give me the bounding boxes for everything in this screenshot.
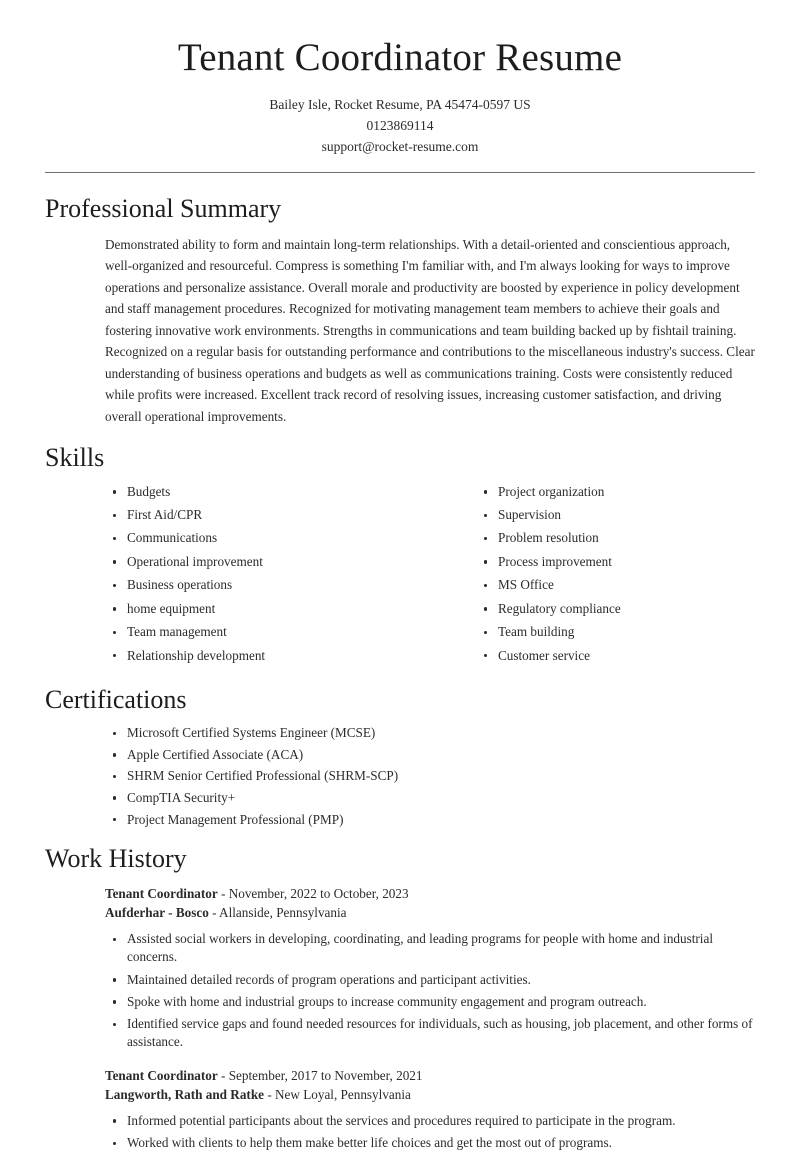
contact-phone: 0123869114 [366,118,434,133]
header-divider [45,172,755,173]
skill-item: Budgets [105,483,430,501]
skill-item: Operational improvement [105,553,430,571]
skill-item: First Aid/CPR [105,506,430,524]
contact-address: Bailey Isle, Rocket Resume, PA 45474-0597 US [269,96,531,112]
job-bullet-item: Identified service gaps and found needed resources for individuals, such as housing, job placement, and other forms of assistance. [105,1015,755,1051]
skill-item: Communications [105,529,430,547]
skill-item: Problem resolution [476,529,755,547]
skill-item: Supervision [476,506,755,524]
job-bullet-item: Spoke with home and industrial groups to increase community engagement and program outreach. [105,993,755,1011]
section-heading-certifications: Certifications [45,684,187,714]
certification-item: Microsoft Certified Systems Engineer (MCSE) [105,724,755,742]
skills-column-right [430,483,755,670]
job-company: Aufderhar - Bosco [105,905,209,921]
job-bullets [105,930,755,1051]
job-title-line [105,1066,755,1085]
section-heading-skills: Skills [45,443,105,473]
job-title-line [105,884,755,903]
skills-list-left [105,483,430,665]
certification-item: Apple Certified Associate (ACA) [105,746,755,764]
job-location: - Allanside, Pennsylvania [208,905,347,921]
job-location: - New Loyal, Pennsylvania [264,1086,411,1102]
skill-item: Process improvement [476,553,755,571]
section-professional-summary [0,193,800,428]
skill-item: Customer service [476,647,755,665]
certifications-body [45,724,755,829]
certification-item: Project Management Professional (PMP) [105,811,755,829]
skill-item: Business operations [105,576,430,594]
skill-item: Regulatory compliance [476,600,755,618]
job-company-line [105,903,755,922]
job-dates: - September, 2017 to November, 2021 [217,1067,423,1083]
section-work-history [0,843,800,1152]
skill-item: Team building [476,623,755,641]
section-heading-summary: Professional Summary [45,193,282,223]
job-bullet-item: Worked with clients to help them make better life choices and get the most out of programs. [105,1134,755,1152]
certification-item: SHRM Senior Certified Professional (SHRM-SCP) [105,767,755,785]
job-role: Tenant Coordinator [105,1067,218,1083]
skill-item: MS Office [476,576,755,594]
resume-header [0,0,800,158]
summary-paragraph: Demonstrated ability to form and maintain long-term relationships. With a detail-oriented and conscientious approach, well-organized and resourceful. Compress is something I'm familiar with, and I'm always looking for ways to improve operations and personalize assistance. Overall morale and productivity are boosted by experience in policy development and staff management procedures. Recognized for motivating management team members to achieve their goals and fostering innovative work environments. Strengths in communications and team building backed up by fishtail training. Recognized on a regular basis for outstanding performance and contributions to the miscellaneous industry's success. Clear understanding of business operations and budgets as well as communications training. Costs were consistently reduced while profits were increased. Excellent track record of resolving issues, increasing customer satisfaction, and driving overall operational improvements. [105,236,755,424]
contact-email: support@rocket-resume.com [321,139,479,155]
job-dates: - November, 2022 to October, 2023 [217,885,409,901]
work-history-body [45,884,755,1152]
section-certifications [0,684,800,829]
section-heading-work-history: Work History [45,843,187,873]
skill-item: Team management [105,623,430,641]
job-company-line [105,1085,755,1104]
job-company: Langworth, Rath and Ratke [105,1086,265,1102]
job-entry [105,884,755,1052]
skills-list-right [476,483,755,665]
skill-item: Relationship development [105,647,430,665]
summary-body [45,234,755,428]
skills-column-left [105,483,430,670]
skills-columns [45,483,755,670]
section-skills [0,442,800,669]
job-entry [105,1066,755,1152]
skill-item: Project organization [476,483,755,501]
job-bullet-item: Informed potential participants about the services and procedures required to participate in the program. [105,1112,755,1130]
job-role: Tenant Coordinator [105,885,218,901]
page-title: Tenant Coordinator Resume [177,36,623,79]
job-bullet-item: Maintained detailed records of program operations and participant activities. [105,971,755,989]
job-bullets [105,1112,755,1152]
certification-item: CompTIA Security+ [105,789,755,807]
certifications-list [105,724,755,829]
job-bullet-item: Assisted social workers in developing, coordinating, and leading programs for people with home and industrial concerns. [105,930,755,966]
skill-item: home equipment [105,600,430,618]
